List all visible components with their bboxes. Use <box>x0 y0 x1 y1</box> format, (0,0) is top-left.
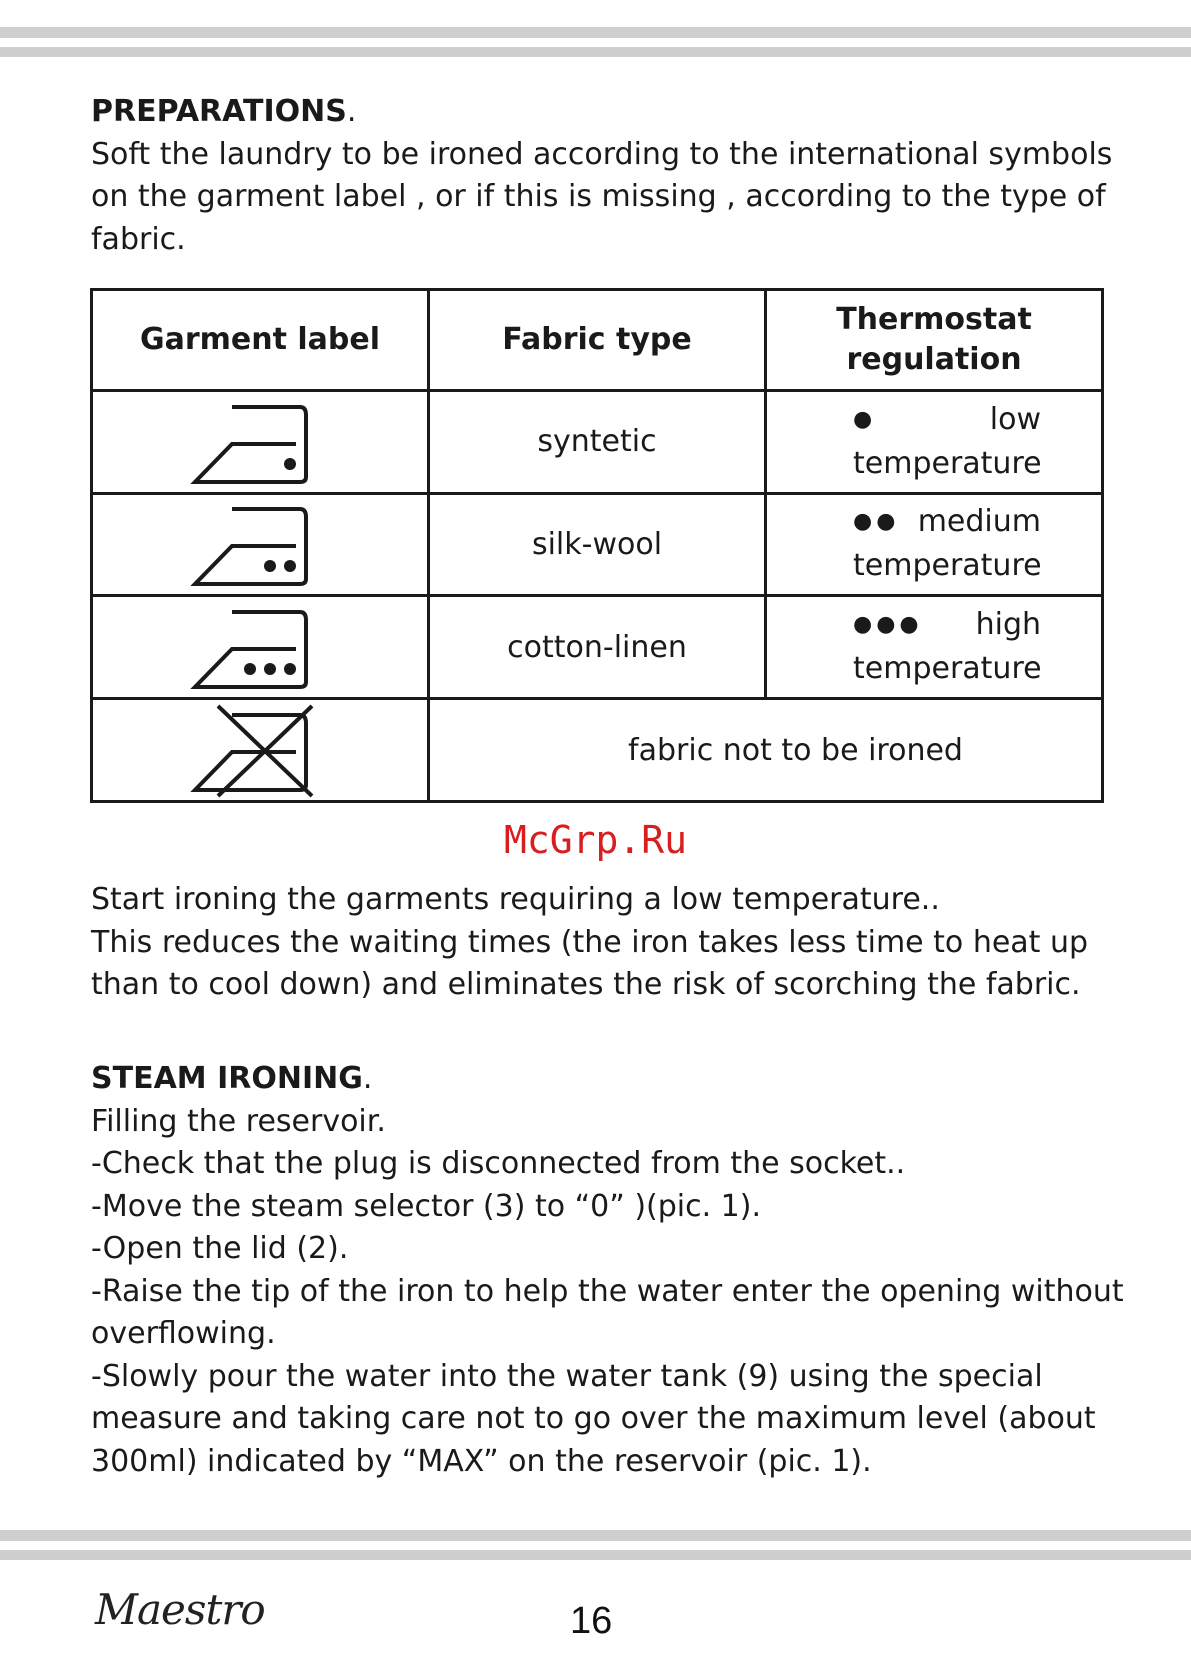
thermostat-cell: ●● medium temperature <box>766 493 1103 596</box>
table-row <box>92 493 1103 596</box>
header-garment-label: Garment label <box>92 290 429 391</box>
ironing-temperature-table <box>90 288 1104 803</box>
garment-label-cell <box>92 390 429 493</box>
no-iron-text-cell: fabric not to be ironed <box>429 699 1103 802</box>
preparations-section <box>91 91 1111 261</box>
paragraph-line: Filling the reservoir. <box>91 1103 386 1139</box>
iron-two-dots-icon <box>190 499 330 589</box>
fabric-type-cell: silk-wool <box>429 493 766 596</box>
steam-ironing-section <box>91 1058 1124 1483</box>
brand-logo: Maestro <box>95 1585 265 1634</box>
iron-three-dots-icon <box>190 602 330 692</box>
bottom-rule-1 <box>0 1530 1191 1541</box>
paragraph-line: -Raise the tip of the iron to help the water enter the opening without <box>91 1273 1124 1309</box>
low-temperature-note <box>91 879 1111 1007</box>
garment-label-cell <box>92 493 429 596</box>
table-row <box>92 596 1103 699</box>
paragraph-line: -Slowly pour the water into the water tank (9) using the special <box>91 1358 1043 1394</box>
paragraph-line: overflowing. <box>91 1316 276 1351</box>
paragraph-line: -Check that the plug is disconnected from the socket.. <box>91 1146 906 1181</box>
header-thermostat: Thermostat regulation <box>766 290 1103 391</box>
thermostat-cell: ● low temperature <box>766 390 1103 493</box>
garment-label-cell <box>92 596 429 699</box>
dot-indicator: ●●● <box>853 612 923 638</box>
header-fabric-type: Fabric type <box>429 290 766 391</box>
paragraph-line: Start ironing the garments requiring a low temperature.. <box>91 882 940 917</box>
do-not-iron-icon <box>190 703 330 798</box>
table-row <box>92 390 1103 493</box>
garment-label-cell <box>92 699 429 802</box>
bottom-rule-2 <box>0 1550 1191 1560</box>
paragraph-line: Soft the laundry to be ironed according to the international symbols <box>91 136 1113 172</box>
steam-ironing-heading: STEAM IRONING. <box>91 1061 373 1096</box>
table-row <box>92 699 1103 802</box>
dot-indicator: ●● <box>853 509 900 535</box>
top-rule-1 <box>0 27 1191 38</box>
thermostat-cell: ●●● high temperature <box>766 596 1103 699</box>
paragraph-line: -Move the steam selector (3) to “0” )(pic. 1). <box>91 1188 762 1224</box>
dot-indicator: ● <box>853 406 877 432</box>
paragraph-line: 300ml) indicated by “MAX” on the reservoir (pic. 1). <box>91 1443 872 1479</box>
paragraph-line: measure and taking care not to go over the maximum level (about <box>91 1401 1096 1436</box>
paragraph-line: than to cool down) and eliminates the risk of scorching the fabric. <box>91 967 1081 1002</box>
top-rule-2 <box>0 47 1191 57</box>
fabric-type-cell: cotton-linen <box>429 596 766 699</box>
paragraph-line: -Open the lid (2). <box>91 1231 349 1266</box>
paragraph-line: on the garment label , or if this is missing , according to the type of <box>91 179 1106 214</box>
paragraph-line: fabric. <box>91 221 186 257</box>
fabric-type-cell: syntetic <box>429 390 766 493</box>
page-number: 16 <box>570 1600 613 1642</box>
iron-one-dot-icon <box>190 397 330 487</box>
paragraph-line: This reduces the waiting times (the iron takes less time to heat up <box>91 924 1089 960</box>
watermark: McGrp.Ru <box>503 818 688 862</box>
preparations-heading: PREPARATIONS. <box>91 94 357 129</box>
table-header-row <box>92 290 1103 391</box>
